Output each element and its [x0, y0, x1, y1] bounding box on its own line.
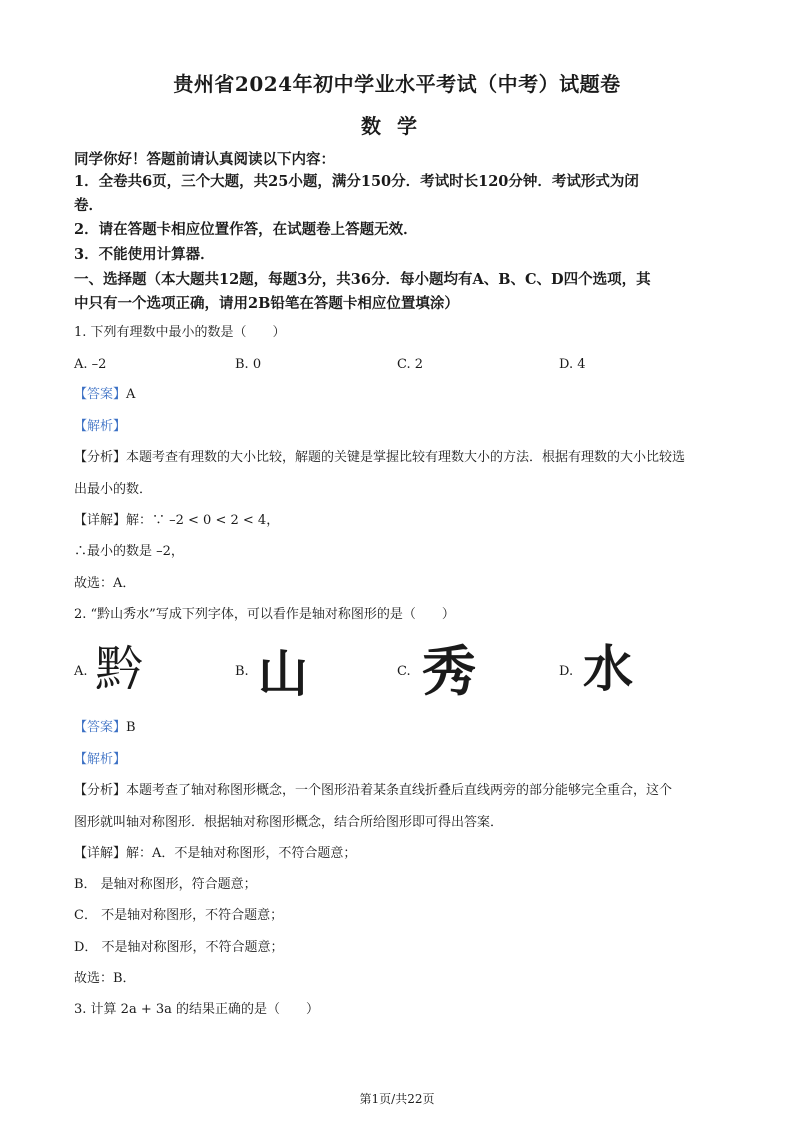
q2-detail-a: 【详解】解：A．不是轴对称图形，不符合题意；: [74, 846, 357, 861]
q2-answer-value: B: [126, 720, 136, 735]
q2-option-a-label: A.: [74, 664, 88, 679]
q2-analysis-cont: 图形就叫轴对称图形．根据轴对称图形概念，结合所给图形即可得出答案．: [74, 815, 504, 830]
page-number: 第1页/共22页: [359, 1092, 435, 1106]
exam-title: 贵州省2024年初中学业水平考试（中考）试题卷: [173, 72, 621, 96]
q2-analysis: 【分析】本题考查了轴对称图形概念，一个图形沿着某条直线折叠后直线两旁的部分能够完全重合，这个: [74, 783, 673, 798]
q2-option-d-label: D.: [559, 664, 574, 679]
q1-option-a: A. –2: [74, 357, 107, 372]
section-heading-cont: 中只有一个选项正确，请用2B铅笔在答题卡相应位置填涂）: [74, 295, 459, 312]
q2-detail-c: C． 不是轴对称图形，不符合题意；: [74, 908, 284, 923]
section-heading: 一、选择题（本大题共12题，每题3分，共36分．每小题均有A、B、C、D四个选项，其: [74, 271, 651, 288]
q2-option-b-glyph: 山: [258, 645, 308, 703]
q1-option-b: B. 0: [235, 357, 262, 372]
answer-tag: 【答案】: [74, 720, 127, 735]
q2-option-a-glyph: 黔: [95, 641, 142, 697]
q1-option-c: C. 2: [397, 357, 424, 372]
q2-answer: [74, 719, 136, 737]
q2-detail-b: B． 是轴对称图形，符合题意；: [74, 877, 257, 892]
q2-choose: 故选：B．: [74, 971, 136, 986]
answer-tag: 【答案】: [74, 387, 127, 402]
q2-analysis-tag: 【解析】: [74, 752, 127, 767]
q2-option-d-glyph: 水: [583, 639, 633, 698]
subject-title: 数学: [361, 114, 433, 138]
q1-answer: [74, 386, 135, 404]
q2-option-c-glyph: 秀: [422, 639, 476, 703]
instruction-item-2: 2．请在答题卡相应位置作答，在试题卷上答题无效．: [74, 221, 418, 238]
q1-analysis-tag: 【解析】: [74, 419, 127, 434]
instruction-item-3: 3．不能使用计算器．: [74, 246, 215, 263]
q1-choose: 故选：A．: [74, 576, 136, 591]
instruction-item-1: 1．全卷共6页，三个大题，共25小题，满分150分．考试时长120分钟．考试形式为闭: [74, 173, 639, 190]
q1-stem: 1. 下列有理数中最小的数是（ ）: [74, 325, 286, 340]
q2-stem: 2. “黔山秀水”写成下列字体，可以看作是轴对称图形的是（ ）: [74, 607, 455, 622]
q1-therefore: ∴最小的数是 –2，: [74, 544, 184, 559]
q3-stem: 3. 计算 2a + 3a 的结果正确的是（ ）: [74, 1002, 320, 1017]
q2-option-b-label: B.: [235, 664, 249, 679]
q1-analysis: 【分析】本题考查有理数的大小比较，解题的关键是掌握比较有理数大小的方法．根据有理数的大小比较选: [74, 450, 686, 465]
q1-analysis-cont: 出最小的数．: [74, 482, 153, 497]
q1-detail: 【详解】解：∵ –2 < 0 < 2 < 4，: [74, 513, 280, 528]
instructions-greeting: 同学你好！答题前请认真阅读以下内容：: [74, 151, 335, 168]
instruction-item-1-cont: 卷．: [74, 197, 103, 214]
q1-answer-value: A: [126, 387, 136, 402]
q1-option-d: D. 4: [559, 357, 586, 372]
q2-option-c-label: C.: [397, 664, 411, 679]
q2-detail-d: D． 不是轴对称图形，不符合题意；: [74, 940, 284, 955]
